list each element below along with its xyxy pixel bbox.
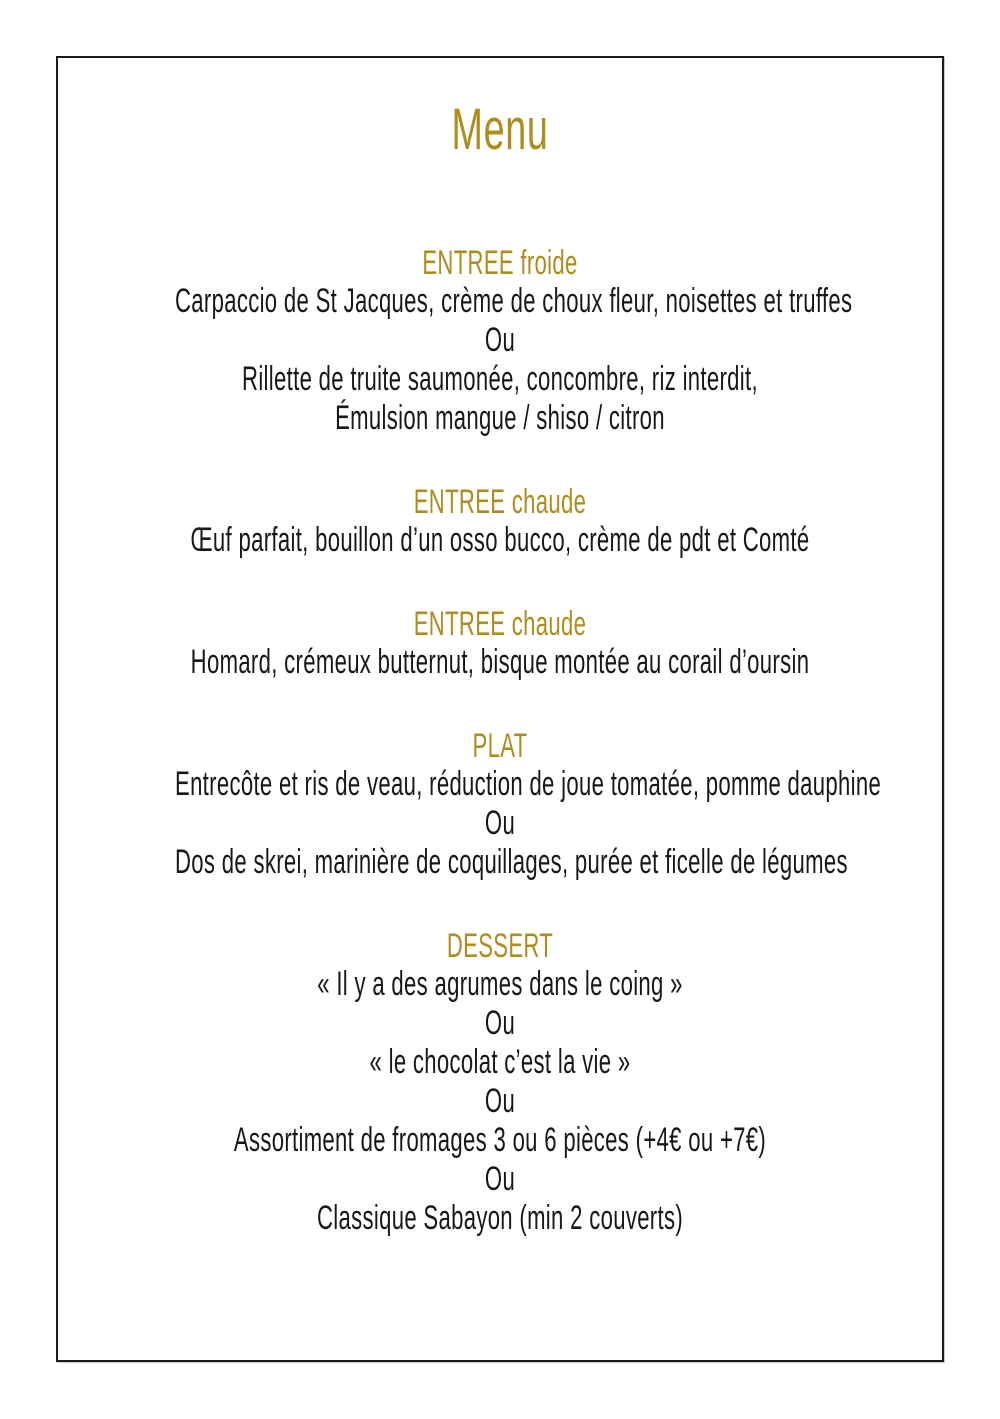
or-separator: Ou xyxy=(484,1082,516,1120)
menu-section xyxy=(175,605,825,682)
menu-item-line: Entrecôte et ris de veau, réduction de joue tomatée, pomme dauphine xyxy=(175,765,882,803)
menu-item-line: Œuf parfait, bouillon d’un osso bucco, crème de pdt et Comté xyxy=(190,521,810,559)
or-separator: Ou xyxy=(484,1160,516,1198)
menu-title: Menu xyxy=(451,97,549,162)
menu-item-line: Émulsion mangue / shiso / citron xyxy=(335,399,665,437)
menu-item-line: « le chocolat c’est la vie » xyxy=(369,1043,631,1081)
or-separator: Ou xyxy=(484,321,516,359)
menu-section xyxy=(175,483,825,560)
menu-item-line: Carpaccio de St Jacques, crème de choux fleur, noisettes et truffes xyxy=(175,282,853,320)
menu-item-line: Assortiment de fromages 3 ou 6 pièces (+4€ ou +7€) xyxy=(233,1121,767,1159)
menu-section xyxy=(175,927,825,1238)
menu-section xyxy=(175,727,882,882)
menu-content xyxy=(175,0,882,1238)
menu-sections xyxy=(175,244,882,1238)
section-header: ENTREE froide xyxy=(422,244,578,282)
or-separator: Ou xyxy=(484,804,516,842)
section-header: ENTREE chaude xyxy=(413,605,587,643)
section-header: DESSERT xyxy=(446,927,554,965)
section-header: PLAT xyxy=(472,727,528,765)
or-separator: Ou xyxy=(484,1004,516,1042)
menu-item-line: « Il y a des agrumes dans le coing » xyxy=(317,965,683,1003)
menu-item-line: Rillette de truite saumonée, concombre, riz interdit, xyxy=(242,360,758,398)
section-header: ENTREE chaude xyxy=(413,483,587,521)
menu-item-line: Dos de skrei, marinière de coquillages, purée et ficelle de légumes xyxy=(175,843,848,881)
menu-section xyxy=(175,244,853,438)
menu-item-line: Homard, crémeux butternut, bisque montée au corail d’oursin xyxy=(190,643,810,681)
menu-item-line: Classique Sabayon (min 2 couverts) xyxy=(316,1199,684,1237)
